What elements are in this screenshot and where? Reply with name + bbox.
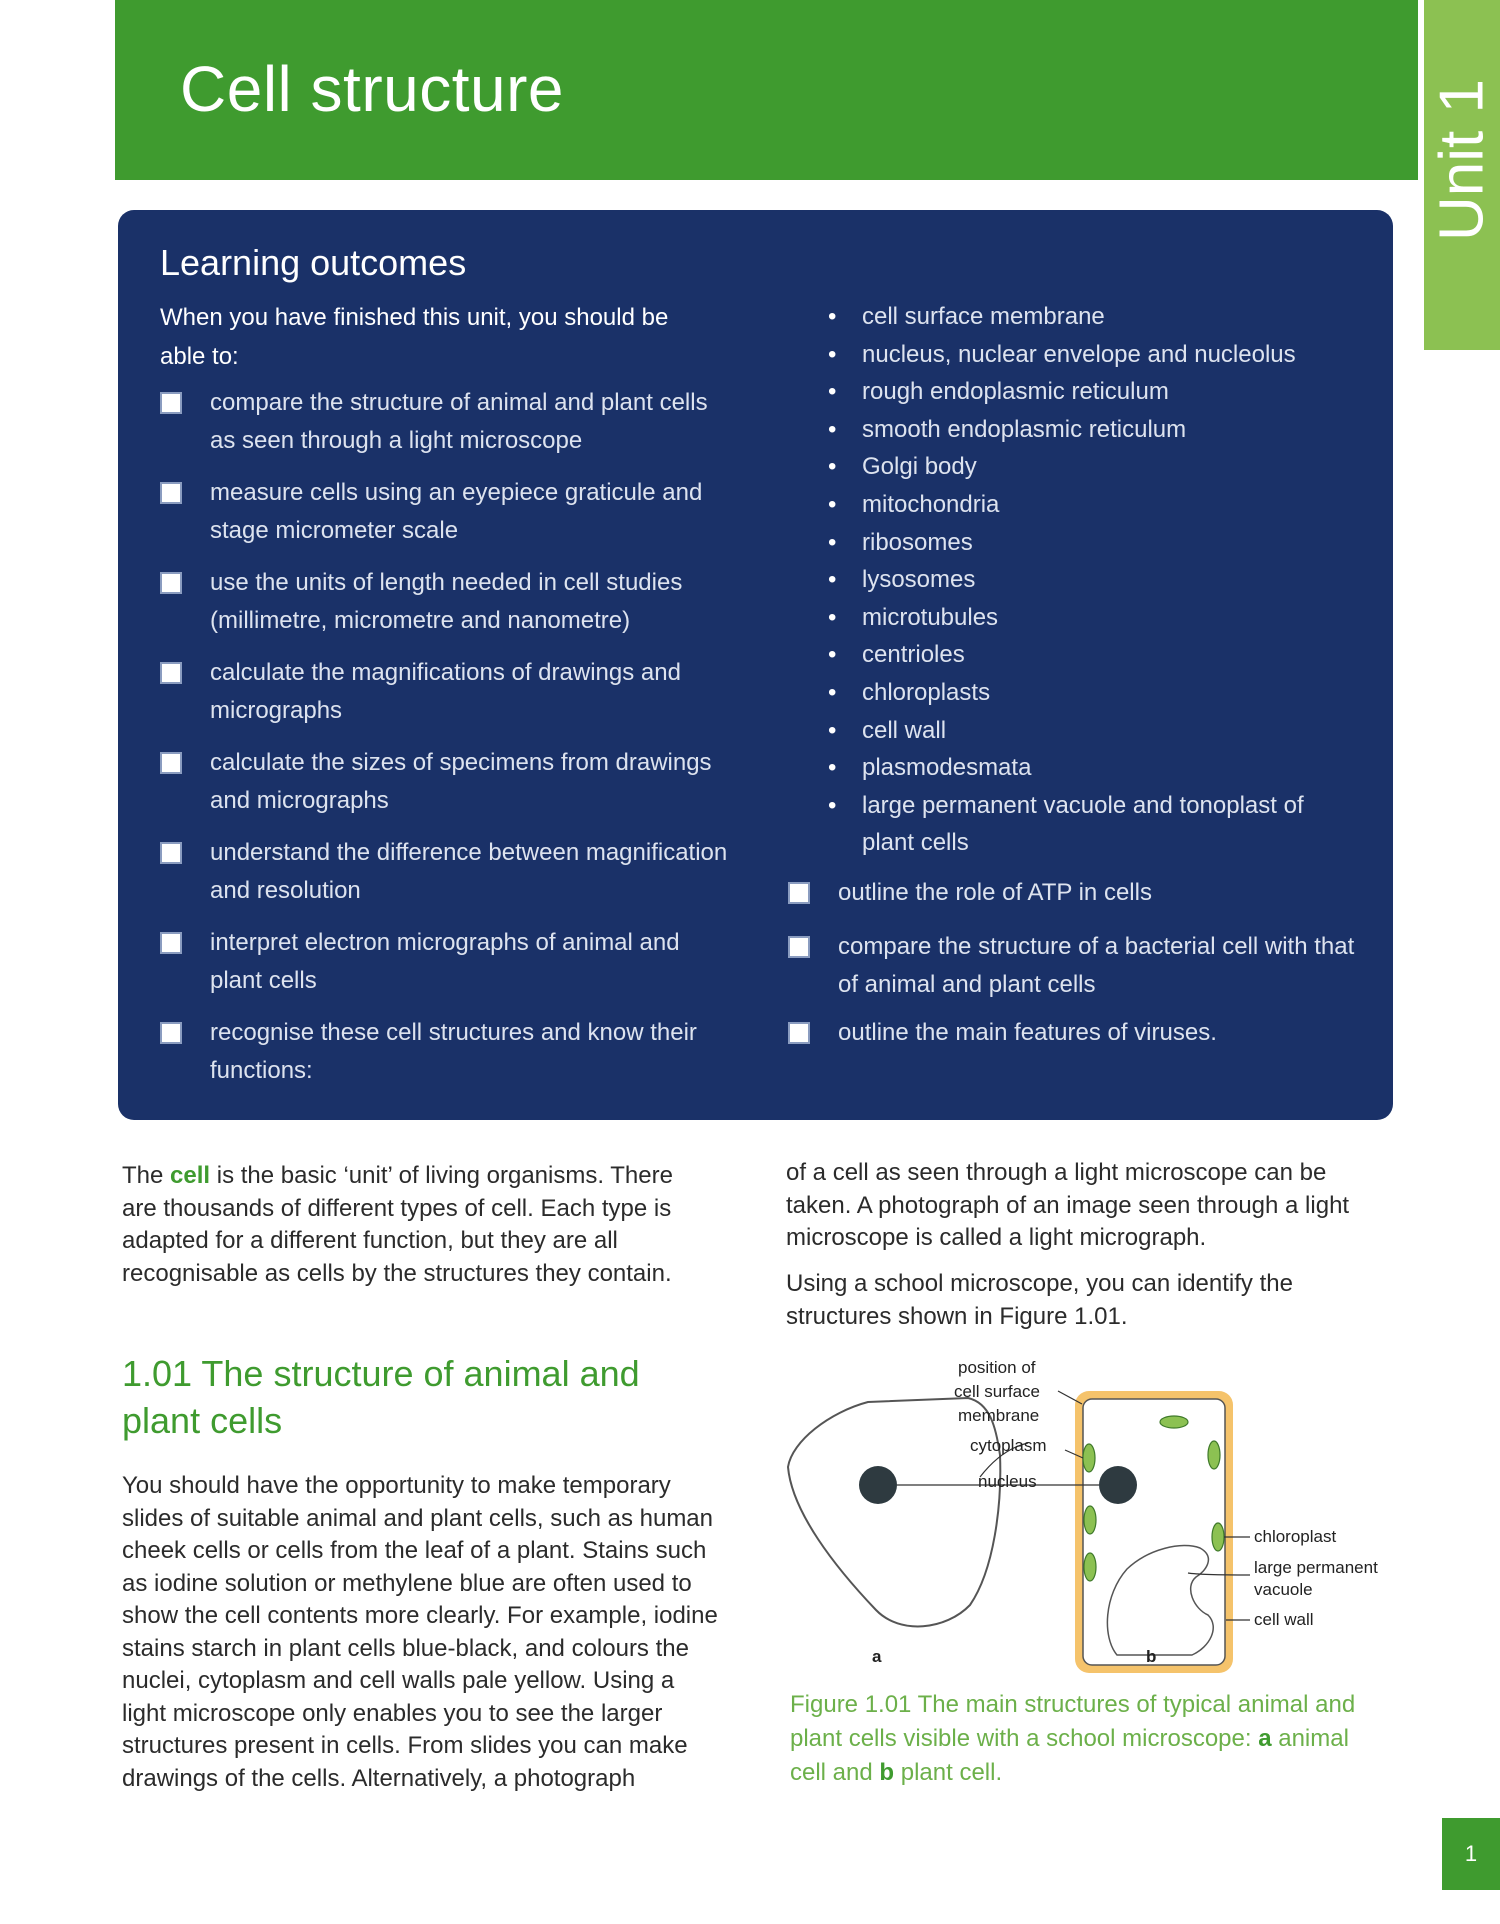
chloroplast xyxy=(1083,1444,1095,1472)
outcome-text: calculate the magnifications of drawings and micrographs xyxy=(210,659,681,724)
chloroplast-labelled xyxy=(1212,1523,1224,1551)
outcome-text: outline the role of ATP in cells xyxy=(838,879,1152,906)
list-item: • plasmodesmata xyxy=(828,749,1348,787)
list-item: • centrioles xyxy=(828,636,1348,674)
unit-tab xyxy=(1424,0,1500,350)
outcome-text: compare the structure of animal and plant cells as seen through a light microscope xyxy=(210,389,708,454)
label-membrane-2: cell surface xyxy=(954,1382,1040,1401)
label-part-a: a xyxy=(872,1647,882,1666)
learning-outcomes-box xyxy=(118,210,1393,1120)
label-vacuole-1: large permanent xyxy=(1254,1558,1378,1577)
list-item: • mitochondria xyxy=(828,486,1348,524)
list-item: • Golgi body xyxy=(828,448,1348,486)
right-paragraph-1: of a cell as seen through a light microscope can be taken. A photograph of an image seen through a light microscope is called a light micrograph. xyxy=(786,1159,1350,1251)
list-item: • microtubules xyxy=(828,599,1348,637)
checkbox-icon xyxy=(160,392,182,414)
chloroplast xyxy=(1084,1553,1096,1581)
list-item: • nucleus, nuclear envelope and nucleolus xyxy=(828,336,1348,374)
outcome-text: understand the difference between magnification and resolution xyxy=(210,839,728,904)
outcome-item xyxy=(160,1014,730,1090)
outcome-item xyxy=(160,564,730,640)
list-item: • ribosomes xyxy=(828,524,1348,562)
label-vacuole-2: vacuole xyxy=(1254,1580,1313,1599)
checkbox-icon xyxy=(788,1022,810,1044)
animal-cell-outline xyxy=(788,1398,1000,1626)
intro-text: is the basic ‘unit’ of living organisms. There are thousands of different types of cell. Each type is adapted for a different function, but they are all recognisable as cells by the structures they contain. xyxy=(122,1162,673,1287)
checkbox-icon xyxy=(160,842,182,864)
caption-part-a: a xyxy=(1258,1725,1272,1752)
outcome-item xyxy=(160,834,730,910)
checkbox-icon xyxy=(160,932,182,954)
checkbox-icon xyxy=(160,1022,182,1044)
label-cell-wall: cell wall xyxy=(1254,1610,1314,1629)
outcome-item xyxy=(160,654,730,730)
right-paragraph-2: Using a school microscope, you can identify the structures shown in Figure 1.01. xyxy=(786,1270,1293,1330)
outcome-item xyxy=(160,474,730,550)
outcome-text: compare the structure of a bacterial cell with that of animal and plant cells xyxy=(838,933,1355,998)
chloroplast xyxy=(1208,1441,1220,1469)
checkbox-icon xyxy=(160,482,182,504)
label-cytoplasm: cytoplasm xyxy=(970,1436,1047,1455)
outcome-item xyxy=(788,928,1358,1004)
page-title: Cell structure xyxy=(180,53,564,125)
label-part-b: b xyxy=(1146,1647,1157,1666)
animal-nucleus xyxy=(859,1466,897,1504)
chloroplast-top xyxy=(1160,1416,1188,1428)
label-nucleus: nucleus xyxy=(978,1472,1037,1491)
label-membrane-3: membrane xyxy=(958,1406,1040,1425)
checkbox-icon xyxy=(788,936,810,958)
outcome-item xyxy=(788,874,1358,912)
checkbox-icon xyxy=(160,752,182,774)
caption-text: Figure 1.01 The main structures of typical animal and plant cells visible with a school microscope: xyxy=(790,1691,1356,1752)
cell-structures-list xyxy=(828,298,1348,862)
outcome-text: outline the main features of viruses. xyxy=(838,1019,1217,1046)
checkbox-icon xyxy=(160,662,182,684)
outcome-item xyxy=(160,924,730,1000)
figure-caption xyxy=(790,1688,1390,1790)
outcome-text: interpret electron micrographs of animal and plant cells xyxy=(210,929,680,994)
outcome-item xyxy=(788,1014,1358,1052)
list-item: • cell wall xyxy=(828,712,1348,750)
learning-outcomes-heading: Learning outcomes xyxy=(160,242,467,283)
checkbox-icon xyxy=(160,572,182,594)
outcome-text: measure cells using an eyepiece graticule and stage micrometer scale xyxy=(210,479,703,544)
label-chloroplast: chloroplast xyxy=(1254,1527,1337,1546)
list-item: • rough endoplasmic reticulum xyxy=(828,373,1348,411)
label-membrane-1: position of xyxy=(958,1358,1036,1377)
chloroplast xyxy=(1084,1506,1096,1534)
list-item: • large permanent vacuole and tonoplast of plant cells xyxy=(828,787,1348,862)
learning-outcomes-intro: When you have finished this unit, you should be able to: xyxy=(160,304,669,370)
list-item: • chloroplasts xyxy=(828,674,1348,712)
cell-diagram xyxy=(780,1355,1420,1685)
title-banner xyxy=(115,0,1418,180)
plant-nucleus xyxy=(1099,1466,1137,1504)
intro-paragraph xyxy=(122,1160,702,1290)
page-number: 1 xyxy=(1442,1818,1500,1890)
caption-part-b: b xyxy=(879,1759,895,1786)
caption-text: animal cell and xyxy=(790,1725,1349,1786)
key-term: cell xyxy=(170,1162,211,1189)
intro-text: The xyxy=(122,1162,171,1189)
outcome-text: recognise these cell structures and know their functions: xyxy=(210,1019,697,1084)
list-item: • smooth endoplasmic reticulum xyxy=(828,411,1348,449)
outcome-item xyxy=(160,744,730,820)
unit-label: Unit 1 xyxy=(1427,79,1497,241)
outcome-text: use the units of length needed in cell studies (millimetre, micrometre and nanometre) xyxy=(210,569,683,634)
outcome-item xyxy=(160,384,730,460)
caption-text: plant cell. xyxy=(894,1759,1003,1786)
checkbox-icon xyxy=(788,882,810,904)
section-heading: 1.01 The structure of animal and plant cells xyxy=(122,1353,640,1441)
list-item: • lysosomes xyxy=(828,561,1348,599)
section-paragraph: You should have the opportunity to make temporary slides of suitable animal and plant cells, such as human cheek cells or cells from the leaf of a plant. Stains such as iodine solution or methylene blue are often used to show the cell contents more clearly. For example, iodine stains starch in plant cells blue-black, and colours the nuclei, cytoplasm and cell walls pale yellow. Using a light microscope only enables you to see the larger structures present in cells. From slides you can make drawings of the cells. Alternatively, a photograph xyxy=(122,1472,718,1792)
list-item: • cell surface membrane xyxy=(828,298,1348,336)
outcome-text: calculate the sizes of specimens from drawings and micrographs xyxy=(210,749,712,814)
